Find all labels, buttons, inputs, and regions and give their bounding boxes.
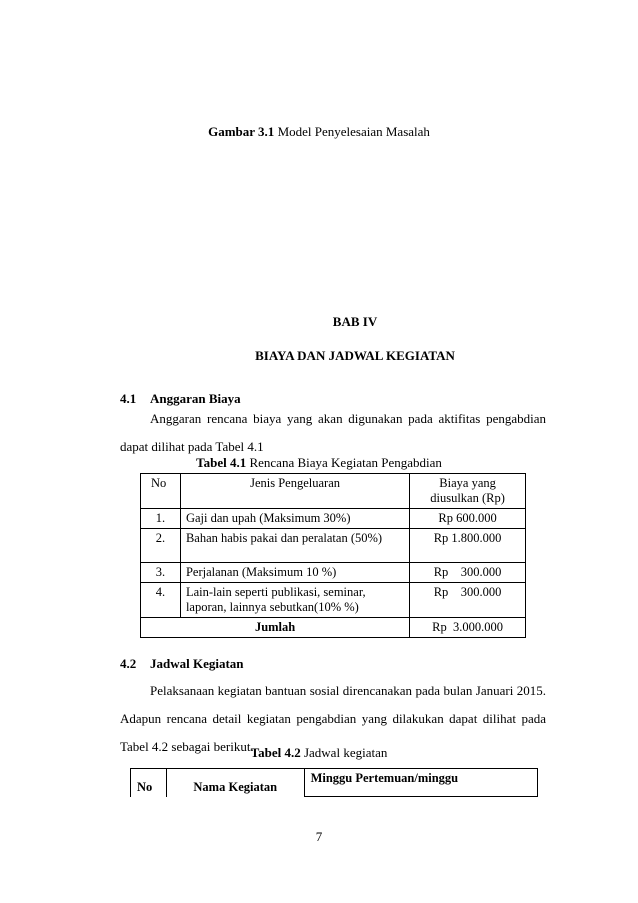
row-4-biaya: Rp 300.000 bbox=[410, 583, 526, 618]
schedule-table bbox=[130, 768, 538, 797]
header-no: No bbox=[131, 769, 167, 797]
row-3-no: 3. bbox=[141, 563, 181, 583]
total-value: Rp 3.000.000 bbox=[410, 618, 526, 638]
header-nama-kegiatan: Nama Kegiatan bbox=[166, 769, 304, 797]
table-row bbox=[141, 583, 526, 618]
header-jenis: Jenis Pengeluaran bbox=[180, 474, 409, 509]
row-3-biaya: Rp 300.000 bbox=[410, 563, 526, 583]
header-biaya: Biaya yang diusulkan (Rp) bbox=[410, 474, 526, 509]
row-3-jenis: Perjalanan (Maksimum 10 %) bbox=[180, 563, 409, 583]
figure-caption bbox=[0, 124, 638, 140]
header-no: No bbox=[141, 474, 181, 509]
section-1-number: 4.1 bbox=[120, 391, 137, 406]
budget-table bbox=[140, 473, 526, 638]
table-row bbox=[141, 563, 526, 583]
section-2-title: Jadwal Kegiatan bbox=[150, 656, 244, 671]
section-2-paragraph: Pelaksanaan kegiatan bantuan sosial direncanakan pada bulan Januari 2015. Adapun rencana detail kegiatan pengabdian yang dilakukan dapat dilihat pada Tabel 4.2 sebagai berikut. bbox=[120, 683, 546, 754]
section-2-heading bbox=[120, 656, 244, 672]
figure-caption-label: Gambar 3.1 bbox=[208, 124, 275, 139]
row-4-jenis: Lain-lain seperti publikasi, seminar, laporan, lainnya sebutkan(10% %) bbox=[180, 583, 409, 618]
table-1-caption-text: Rencana Biaya Kegiatan Pengabdian bbox=[249, 455, 442, 470]
row-2-jenis: Bahan habis pakai dan peralatan (50%) bbox=[180, 529, 409, 563]
section-1-title: Anggaran Biaya bbox=[150, 391, 241, 406]
figure-caption-text: Model Penyelesaian Masalah bbox=[277, 124, 430, 139]
section-2-number: 4.2 bbox=[120, 656, 137, 671]
table-row bbox=[141, 509, 526, 529]
page-number: 7 bbox=[315, 829, 323, 844]
row-4-no: 4. bbox=[141, 583, 181, 618]
row-2-no: 2. bbox=[141, 529, 181, 563]
row-1-biaya: Rp 600.000 bbox=[410, 509, 526, 529]
table-total-row bbox=[141, 618, 526, 638]
row-1-jenis: Gaji dan upah (Maksimum 30%) bbox=[180, 509, 409, 529]
chapter-number: BAB IV bbox=[332, 314, 378, 329]
chapter-title: BIAYA DAN JADWAL KEGIATAN bbox=[255, 348, 455, 363]
section-1-paragraph: Anggaran rencana biaya yang akan digunakan pada aktifitas pengabdian dapat dilihat pada Tabel 4.1 bbox=[120, 411, 546, 454]
table-1-caption bbox=[0, 455, 638, 471]
table-2-caption-label: Tabel 4.2 bbox=[250, 745, 301, 760]
table-2-caption-text: Jadwal kegiatan bbox=[303, 745, 388, 760]
header-minggu: Minggu Pertemuan/minggu bbox=[304, 769, 537, 797]
row-2-biaya: Rp 1.800.000 bbox=[410, 529, 526, 563]
table-header-row bbox=[141, 474, 526, 509]
total-label: Jumlah bbox=[141, 618, 410, 638]
table-row bbox=[141, 529, 526, 563]
row-1-no: 1. bbox=[141, 509, 181, 529]
table-header-row bbox=[131, 769, 538, 797]
table-1-caption-label: Tabel 4.1 bbox=[196, 455, 247, 470]
table-2-caption bbox=[0, 745, 638, 761]
